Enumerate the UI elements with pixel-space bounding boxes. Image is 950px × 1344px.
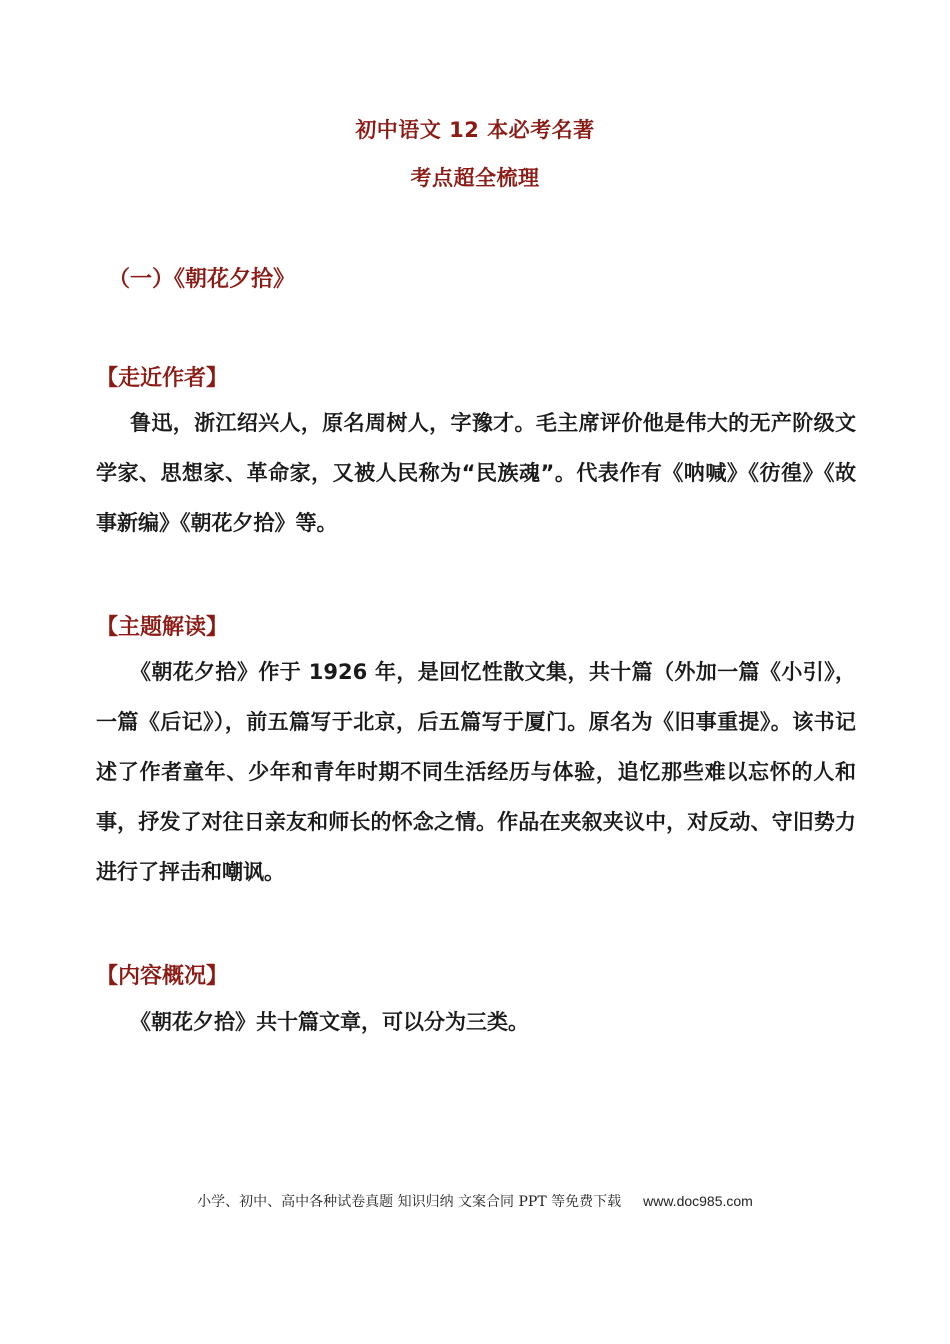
section-heading-author: 【走近作者】 — [96, 366, 229, 391]
section-body-content: 《朝花夕拾》共十篇文章，可以分为三类。 — [130, 1010, 529, 1034]
chapter-title: （一）《朝花夕拾》 — [108, 267, 296, 292]
document-title: 初中语文 12 本必考名著 — [355, 118, 595, 142]
footer-text: 小学、初中、高中各种试卷真题 知识归纳 文案合同 PPT 等免费下载 — [197, 1194, 622, 1210]
section-heading-content: 【内容概况】 — [96, 964, 229, 989]
document-subtitle: 考点超全梳理 — [410, 166, 540, 190]
page-footer — [0, 1191, 950, 1211]
section-body-theme: 《朝花夕拾》作于 1926 年，是回忆性散文集，共十篇（外加一篇《小引》，一篇《后记》），前五篇写于北京，后五篇写于厦门。原名为《旧事重提》。该书记述了作者童年、少年和青年时期不同生活经历与体验，追忆那些难以忘怀的人和事，抒发了对往日亲友和师长的怀念之情。作品在夹叙夹议中，对反动、守旧势力进行了抨击和嘲讽。 — [96, 660, 856, 884]
section-heading-theme: 【主题解读】 — [96, 615, 229, 640]
footer-url-link[interactable]: www.doc985.com — [643, 1193, 753, 1209]
section-body-author: 鲁迅，浙江绍兴人，原名周树人，字豫才。毛主席评价他是伟大的无产阶级文学家、思想家、革命家，又被人民称为“民族魂”。代表作有《呐喊》《彷徨》《故事新编》《朝花夕拾》等。 — [96, 411, 856, 535]
